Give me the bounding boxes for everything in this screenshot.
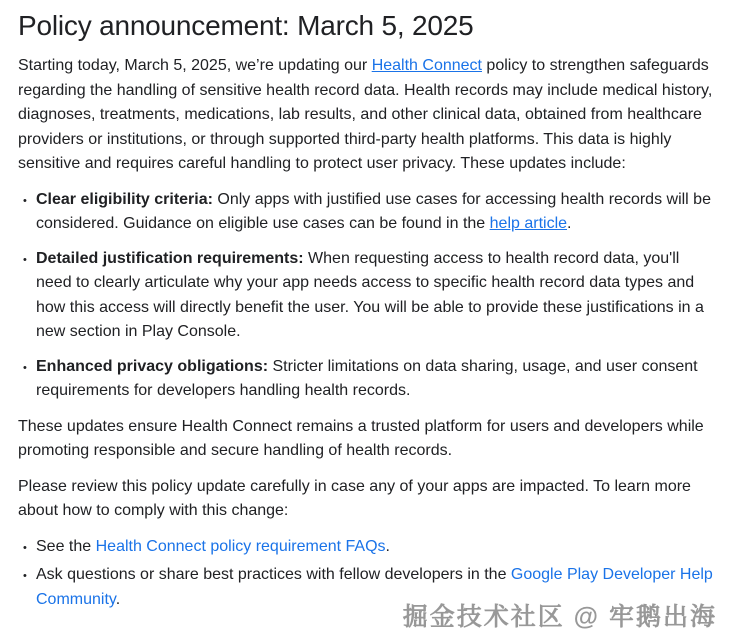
eligibility-text: Only apps with justified use cases for accessing health records will be considered. Guidance on eligible use cases can be found in the xyxy=(36,190,711,232)
justification-bold-lead: Detailed justification requirements: xyxy=(36,249,304,267)
eligibility-text-end: . xyxy=(567,215,572,232)
community-text-after-link: . xyxy=(115,590,121,608)
health-connect-faqs-link[interactable]: Health Connect policy requirement FAQs xyxy=(95,537,386,555)
help-article-link[interactable]: help article xyxy=(489,215,568,232)
developer-help-community-link[interactable]: Google Play Developer Help Community xyxy=(36,566,713,608)
watermark: 掘金技术社区 @ 牢鹅出海 xyxy=(402,603,717,631)
list-item-eligibility xyxy=(36,188,713,237)
privacy-bold-lead: Enhanced privacy obligations: xyxy=(36,357,269,375)
intro-paragraph xyxy=(18,54,713,177)
community-text-before-link: Ask questions or share best practices with fellow developers in the xyxy=(36,566,511,583)
resources-list xyxy=(18,535,713,613)
intro-text-after-link: policy to strengthen safeguards regarding the handling of sensitive health record data. Health records may include medical history, diagnoses, treatments, medications, lab results, and other clinical data, obtained from healthcare providers or institutions, or through supported third-party health platforms. This data is highly sensitive and requires careful handling to protect user privacy. These updates include: xyxy=(18,57,713,172)
eligibility-bold-lead: Clear eligibility criteria: xyxy=(36,190,213,208)
faqs-text-after-link: . xyxy=(385,537,390,555)
page-title: Policy announcement: March 5, 2025 xyxy=(18,10,474,41)
faqs-text-before-link: See the xyxy=(36,537,96,555)
privacy-text: Stricter limitations on data sharing, usage, and user consent requirements for developers handling health records. xyxy=(36,357,698,399)
justification-text: When requesting access to health record data, you'll need to clearly articulate why your app needs access to specific health record data types and how this access will directly benefit the user. You will be able to provide these justifications in a new section in Play Console. xyxy=(36,249,704,340)
assurance-paragraph: These updates ensure Health Connect remains a trusted platform for users and developers while promoting responsible and secure handling of health records. xyxy=(18,417,704,459)
policy-updates-list xyxy=(18,188,713,404)
intro-text-before-link: Starting today, March 5, 2025, we’re updating our xyxy=(18,57,372,74)
list-item-justification xyxy=(36,247,713,345)
review-prompt-paragraph: Please review this policy update carefully in case any of your apps are impacted. To learn more about how to comply with this change: xyxy=(18,477,691,519)
health-connect-link[interactable]: Health Connect xyxy=(371,57,482,74)
list-item-community xyxy=(36,563,713,612)
list-item-privacy xyxy=(36,355,713,404)
list-item-faqs xyxy=(36,535,713,560)
